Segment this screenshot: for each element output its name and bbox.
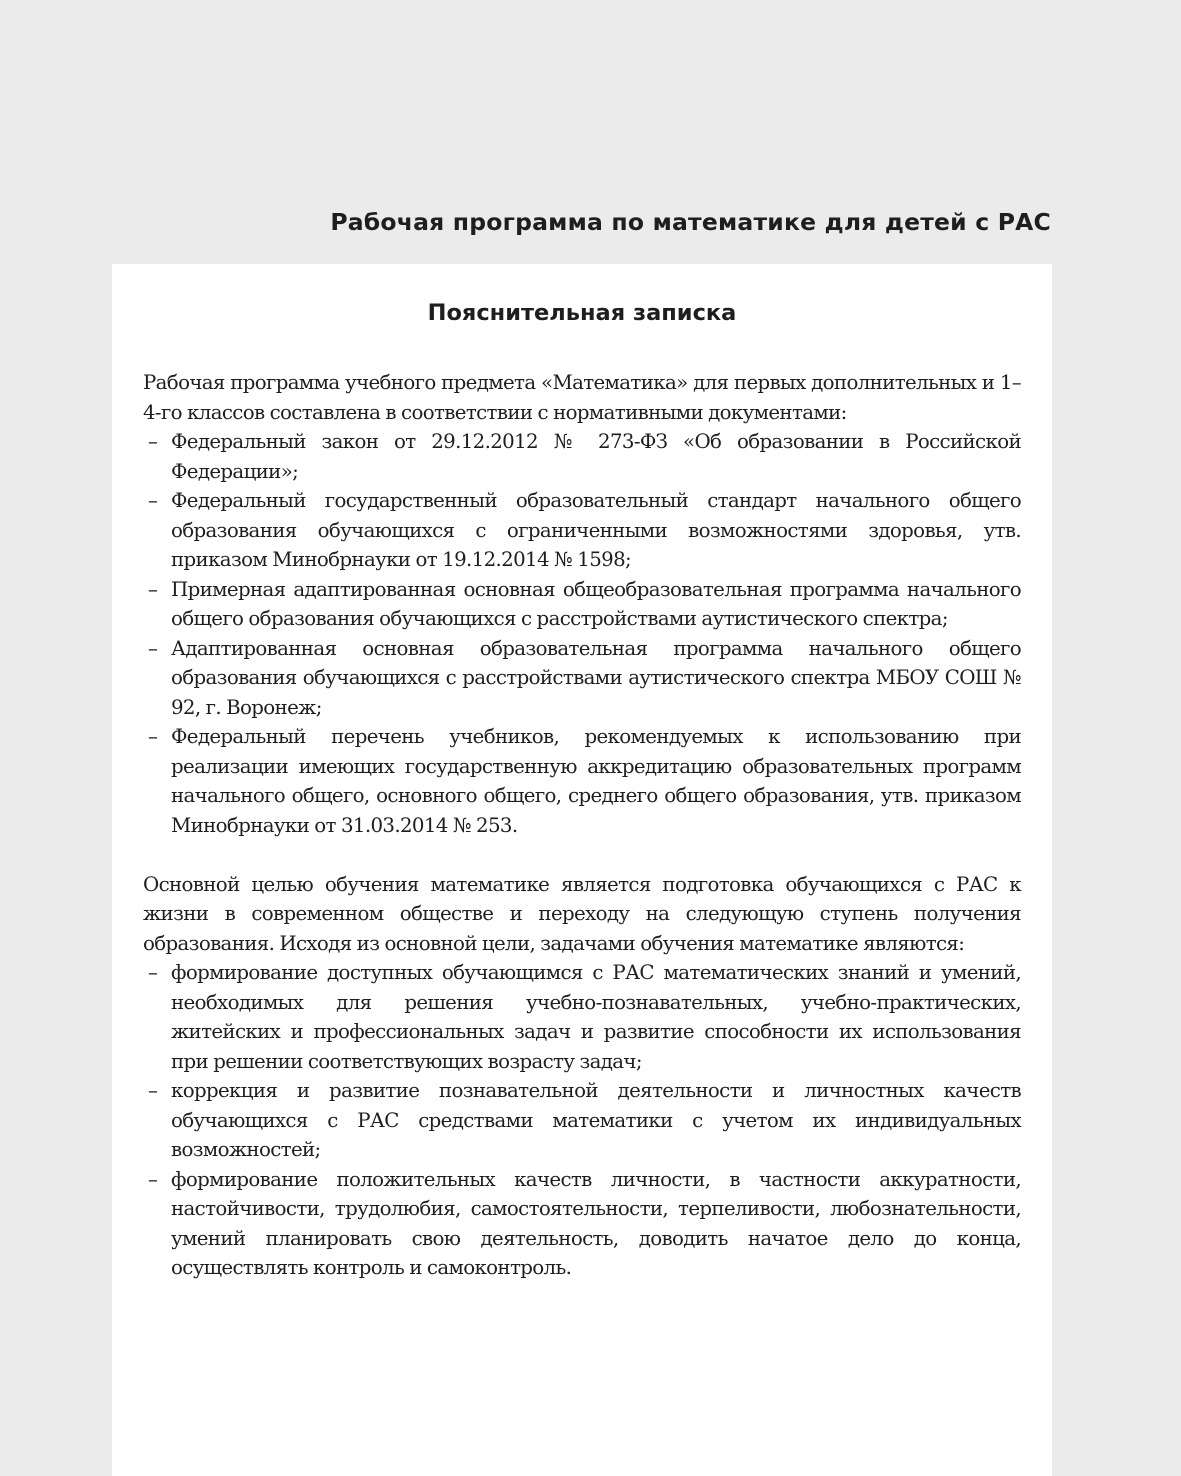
list-item: – Федеральный закон от 29.12.2012 № 273-ФЗ «Об образовании в Российской Федерации»; [143, 427, 1021, 486]
list-item: – Федеральный государственный образовательный стандарт начального общего образования обучающихся с ограниченными возможностями здоровья, утв. приказом Минобрнауки от 19.12.2014 № 1598; [143, 486, 1021, 575]
page [112, 264, 1052, 1476]
list-item: – Федеральный перечень учебников, рекомендуемых к использованию при реализации имеющих государственную аккредитацию образовательных программ начального общего, основного общего, среднего общего образования, утв. приказом Минобрнауки от 31.03.2014 № 253. [143, 722, 1021, 840]
page-content [143, 298, 1021, 1283]
goal-paragraph: Основной целью обучения математике является подготовка обучающихся с РАС к жизни в современном обществе и переходу на следующую ступень получения образования. Исходя из основной цели, задачами обучения математике являются: [143, 872, 1021, 955]
list-item: – формирование положительных качеств личности, в частности аккуратности, настойчивости, трудолюбия, самостоятельности, терпеливости, любознательности, умений планировать свою деятельность, доводить начатое дело до конца, осуществлять контроль и самоконтроль. [143, 1165, 1021, 1283]
tasks-list [143, 958, 1021, 1283]
paragraph-gap [143, 840, 1021, 870]
list-item: – формирование доступных обучающимся с РАС математических знаний и умений, необходимых для решения учебно-познавательных, учебно-практических, житейских и профессиональных задач и развитие способности их использования при решении соответствующих возрасту задач; [143, 958, 1021, 1076]
section-title: Пояснительная записка [427, 300, 737, 326]
list-item: – Примерная адаптированная основная общеобразовательная программа начального общего образования обучающихся с расстройствами аутистического спектра; [143, 575, 1021, 634]
regulatory-documents-list [143, 427, 1021, 840]
running-head: Рабочая программа по математике для детей с РАС [330, 208, 1051, 236]
list-item: – Адаптированная основная образовательная программа начального общего образования обучающихся с расстройствами аутистического спектра МБОУ СОШ № 92, г. Воронеж; [143, 634, 1021, 723]
intro-paragraph: Рабочая программа учебного предмета «Математика» для первых дополнительных и 1–4-го классов составлена в соответствии с нормативными документами: [143, 371, 1021, 424]
list-item: – коррекция и развитие познавательной деятельности и личностных качеств обучающихся с РАС средствами математики с учетом их индивидуальных возможностей; [143, 1076, 1021, 1165]
